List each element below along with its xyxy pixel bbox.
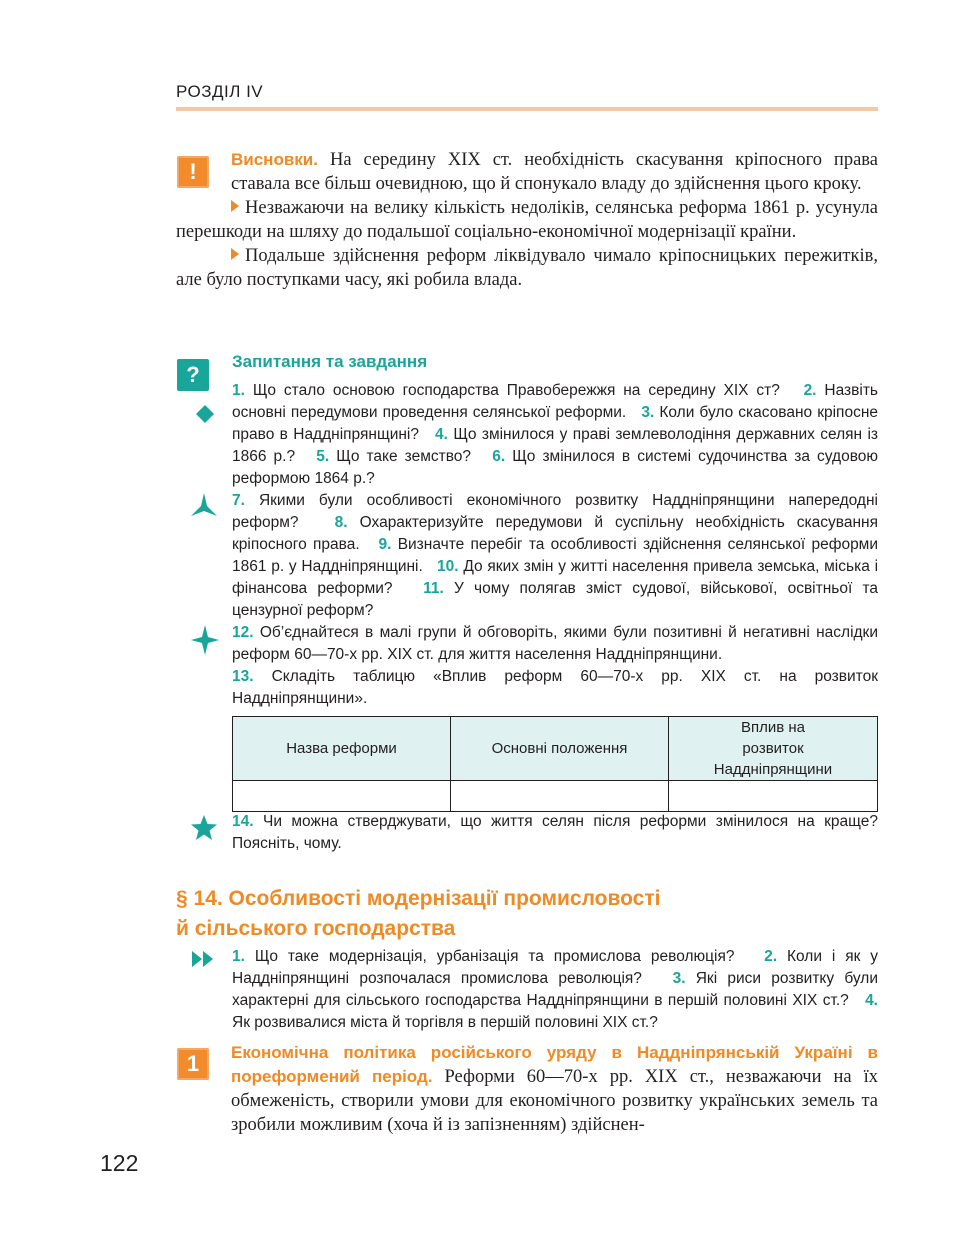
tri-star-icon [190,492,218,518]
subsection-text: Реформи 60—70-х рр. XIX ст., незважаючи на їх обмеженість, створили умови для економічного розвитку українських земель та зробили можливим (хоча й із запізненням) здійснен- [231,1067,879,1135]
double-arrow-icon [192,951,214,967]
questions-title: Запитання та завдання [232,352,428,371]
page-number: 122 [100,1150,139,1176]
table-cell [451,781,669,812]
questions-level4: 14. Чи можна стверджувати, що життя селян після реформи змінилося на краще? Поясніть, чому. [232,813,878,852]
table-cell [233,781,451,812]
section-header: РОЗДІЛ IV [176,82,264,101]
subsection-title: Економічна політика російського уряду в Наддніпрянській Україні в пореформений період. [231,1043,878,1086]
reform-impact-table [232,716,878,812]
star-icon [190,814,218,842]
conclusions-text: На середину XIX ст. необхідність скасування кріпосного права ставала все більш очевидною, що й спонукало владу до здійснення цього кроку. [231,150,878,194]
conclusions-paragraph [176,148,878,196]
header-divider [176,107,878,111]
arrow-right-icon [231,200,239,212]
question-mark-icon: ? [177,359,209,391]
subsection-number-badge: 1 [177,1048,209,1080]
conclusion-point: Подальше здійснення реформ ліквідувало чимало кріпосницьких пережитків, але було поступками часу, які робила влада. [176,246,878,290]
diamond-icon [195,404,215,424]
section-title: § 14. Особливості модернізації промисловості й сільського господарства [176,887,661,940]
table-header-row [233,717,878,781]
questions-level3: 12. Об’єднайтеся в малі групи й обговоріть, якими були позитивні й негативні наслідки реформ 60—70-х рр. XIX ст. для життя населення Наддніпрянщини. 13. Складіть таблицю «Вплив реформ 60—70-х рр. XIX ст. на розвиток Наддніпрянщини». [232,624,878,707]
questions-level1: 1. Що стало основою господарства Правобережжя на середину XIX ст? 2. Назвіть основні передумови проведення селянської реформи. 3. Коли було скасовано кріпосне право в Наддніпрянщині? 4. Що змінилося у праві землеволодіння державних селян із 1866 р.? 5. Що таке земство? 6. Що змінилося в системі судочинства за судовою реформою 1864 р.? [232,382,879,487]
table-row [233,781,878,812]
questions-level2: 7. Якими були особливості економічного розвитку Наддніпрянщини напередодні реформ? 8. Охарактеризуйте передумови й суспільну необхідність скасування кріпосного права. 9. Визначте перебіг та особливості здійснення селянської реформи 1861 р. у Наддніпрянщині. 10. До яких змін у житті населення привела земська, міська і фінансова реформи? 11. У чому полягав зміст судової, військової, освітньої та цензурної реформ? [232,492,879,619]
table-cell [669,781,878,812]
table-header-cell: Основні положення [451,717,669,781]
subsection-paragraph [176,1041,878,1137]
table-header-cell: Вплив на розвиток Наддніпрянщини [669,717,878,781]
intro-questions: 1. Що таке модернізація, урбанізація та промислова революція? 2. Коли і як у Наддніпрянщині розпочалася промислова революція? 3. Які риси розвитку були характерні для сільського господарства Наддніпрянщини в першій половині XIX ст.? 4. Як розвивалися міста й торгівля в першій половині XIX ст.? [232,948,879,1031]
exclamation-icon: ! [177,156,209,188]
table-header-cell: Назва реформи [233,717,451,781]
four-point-star-icon [190,624,220,656]
conclusions-title: Висновки. [231,150,318,169]
arrow-right-icon [231,248,239,260]
conclusions-block [176,148,878,292]
conclusion-point: Незважаючи на велику кількість недоліків, селянська реформа 1861 р. усунула перешкоди на шляху до подальшої соціально-економічної модернізації країни. [176,198,878,242]
